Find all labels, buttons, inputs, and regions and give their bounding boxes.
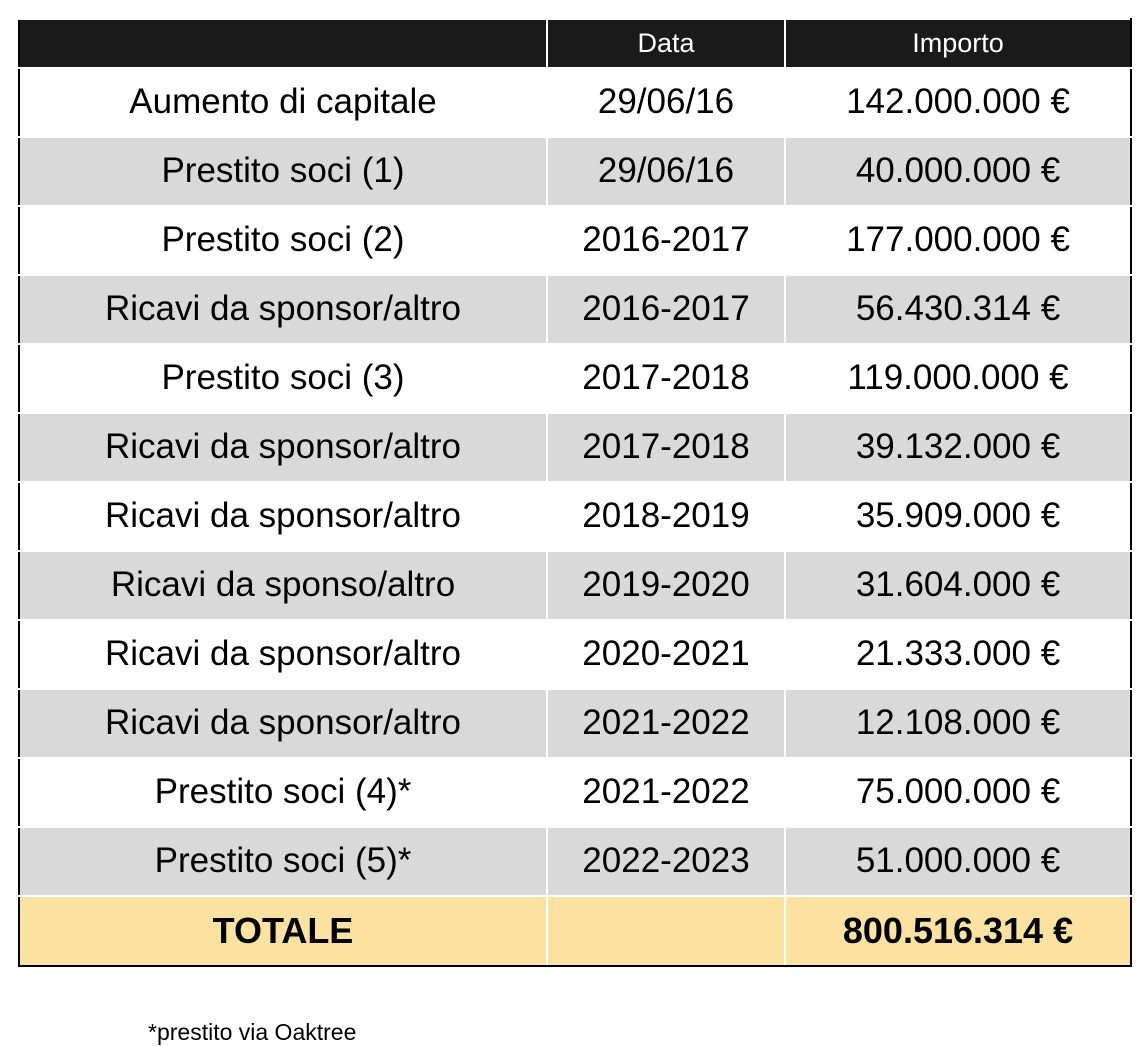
table-row (19, 413, 1131, 482)
cell-importo: 142.000.000 € (785, 68, 1131, 137)
cell-data: 29/06/16 (547, 137, 785, 206)
cell-importo: 35.909.000 € (785, 482, 1131, 551)
table-row (19, 827, 1131, 896)
cell-label: Aumento di capitale (19, 68, 547, 137)
cell-importo: 177.000.000 € (785, 206, 1131, 275)
table-row (19, 68, 1131, 137)
cell-importo: 21.333.000 € (785, 620, 1131, 689)
table-header-row (19, 19, 1131, 68)
table-row (19, 137, 1131, 206)
cell-label: Ricavi da sponso/altro (19, 551, 547, 620)
table-row (19, 551, 1131, 620)
cell-data: 29/06/16 (547, 68, 785, 137)
cell-label: Prestito soci (1) (19, 137, 547, 206)
column-header-data: Data (547, 19, 785, 68)
column-header-label (19, 19, 547, 68)
cell-data: 2017-2018 (547, 413, 785, 482)
cell-importo: 51.000.000 € (785, 827, 1131, 896)
cell-label: Prestito soci (4)* (19, 758, 547, 827)
cell-label: Prestito soci (5)* (19, 827, 547, 896)
table-row (19, 620, 1131, 689)
cell-data: 2021-2022 (547, 758, 785, 827)
cell-label: Ricavi da sponsor/altro (19, 620, 547, 689)
cell-label: Ricavi da sponsor/altro (19, 413, 547, 482)
cell-importo: 40.000.000 € (785, 137, 1131, 206)
table-total-row (19, 896, 1131, 966)
cell-importo: 39.132.000 € (785, 413, 1131, 482)
cell-data: 2016-2017 (547, 275, 785, 344)
cell-data: 2021-2022 (547, 689, 785, 758)
financial-table (18, 18, 1132, 967)
table-row (19, 344, 1131, 413)
cell-data: 2017-2018 (547, 344, 785, 413)
table-row (19, 758, 1131, 827)
footnote: *prestito via Oaktree (148, 1019, 357, 1045)
cell-data: 2018-2019 (547, 482, 785, 551)
cell-importo: 12.108.000 € (785, 689, 1131, 758)
cell-importo: 75.000.000 € (785, 758, 1131, 827)
cell-label: Ricavi da sponsor/altro (19, 689, 547, 758)
cell-label: Prestito soci (2) (19, 206, 547, 275)
cell-data: 2016-2017 (547, 206, 785, 275)
table-row (19, 482, 1131, 551)
cell-label: Prestito soci (3) (19, 344, 547, 413)
cell-data: 2020-2021 (547, 620, 785, 689)
total-importo: 800.516.314 € (785, 896, 1131, 966)
table-row (19, 689, 1131, 758)
total-data (547, 896, 785, 966)
cell-importo: 31.604.000 € (785, 551, 1131, 620)
cell-importo: 119.000.000 € (785, 344, 1131, 413)
table-row (19, 206, 1131, 275)
column-header-importo: Importo (785, 19, 1131, 68)
cell-data: 2022-2023 (547, 827, 785, 896)
cell-importo: 56.430.314 € (785, 275, 1131, 344)
total-label: TOTALE (19, 896, 547, 966)
cell-label: Ricavi da sponsor/altro (19, 482, 547, 551)
table-row (19, 275, 1131, 344)
cell-label: Ricavi da sponsor/altro (19, 275, 547, 344)
cell-data: 2019-2020 (547, 551, 785, 620)
